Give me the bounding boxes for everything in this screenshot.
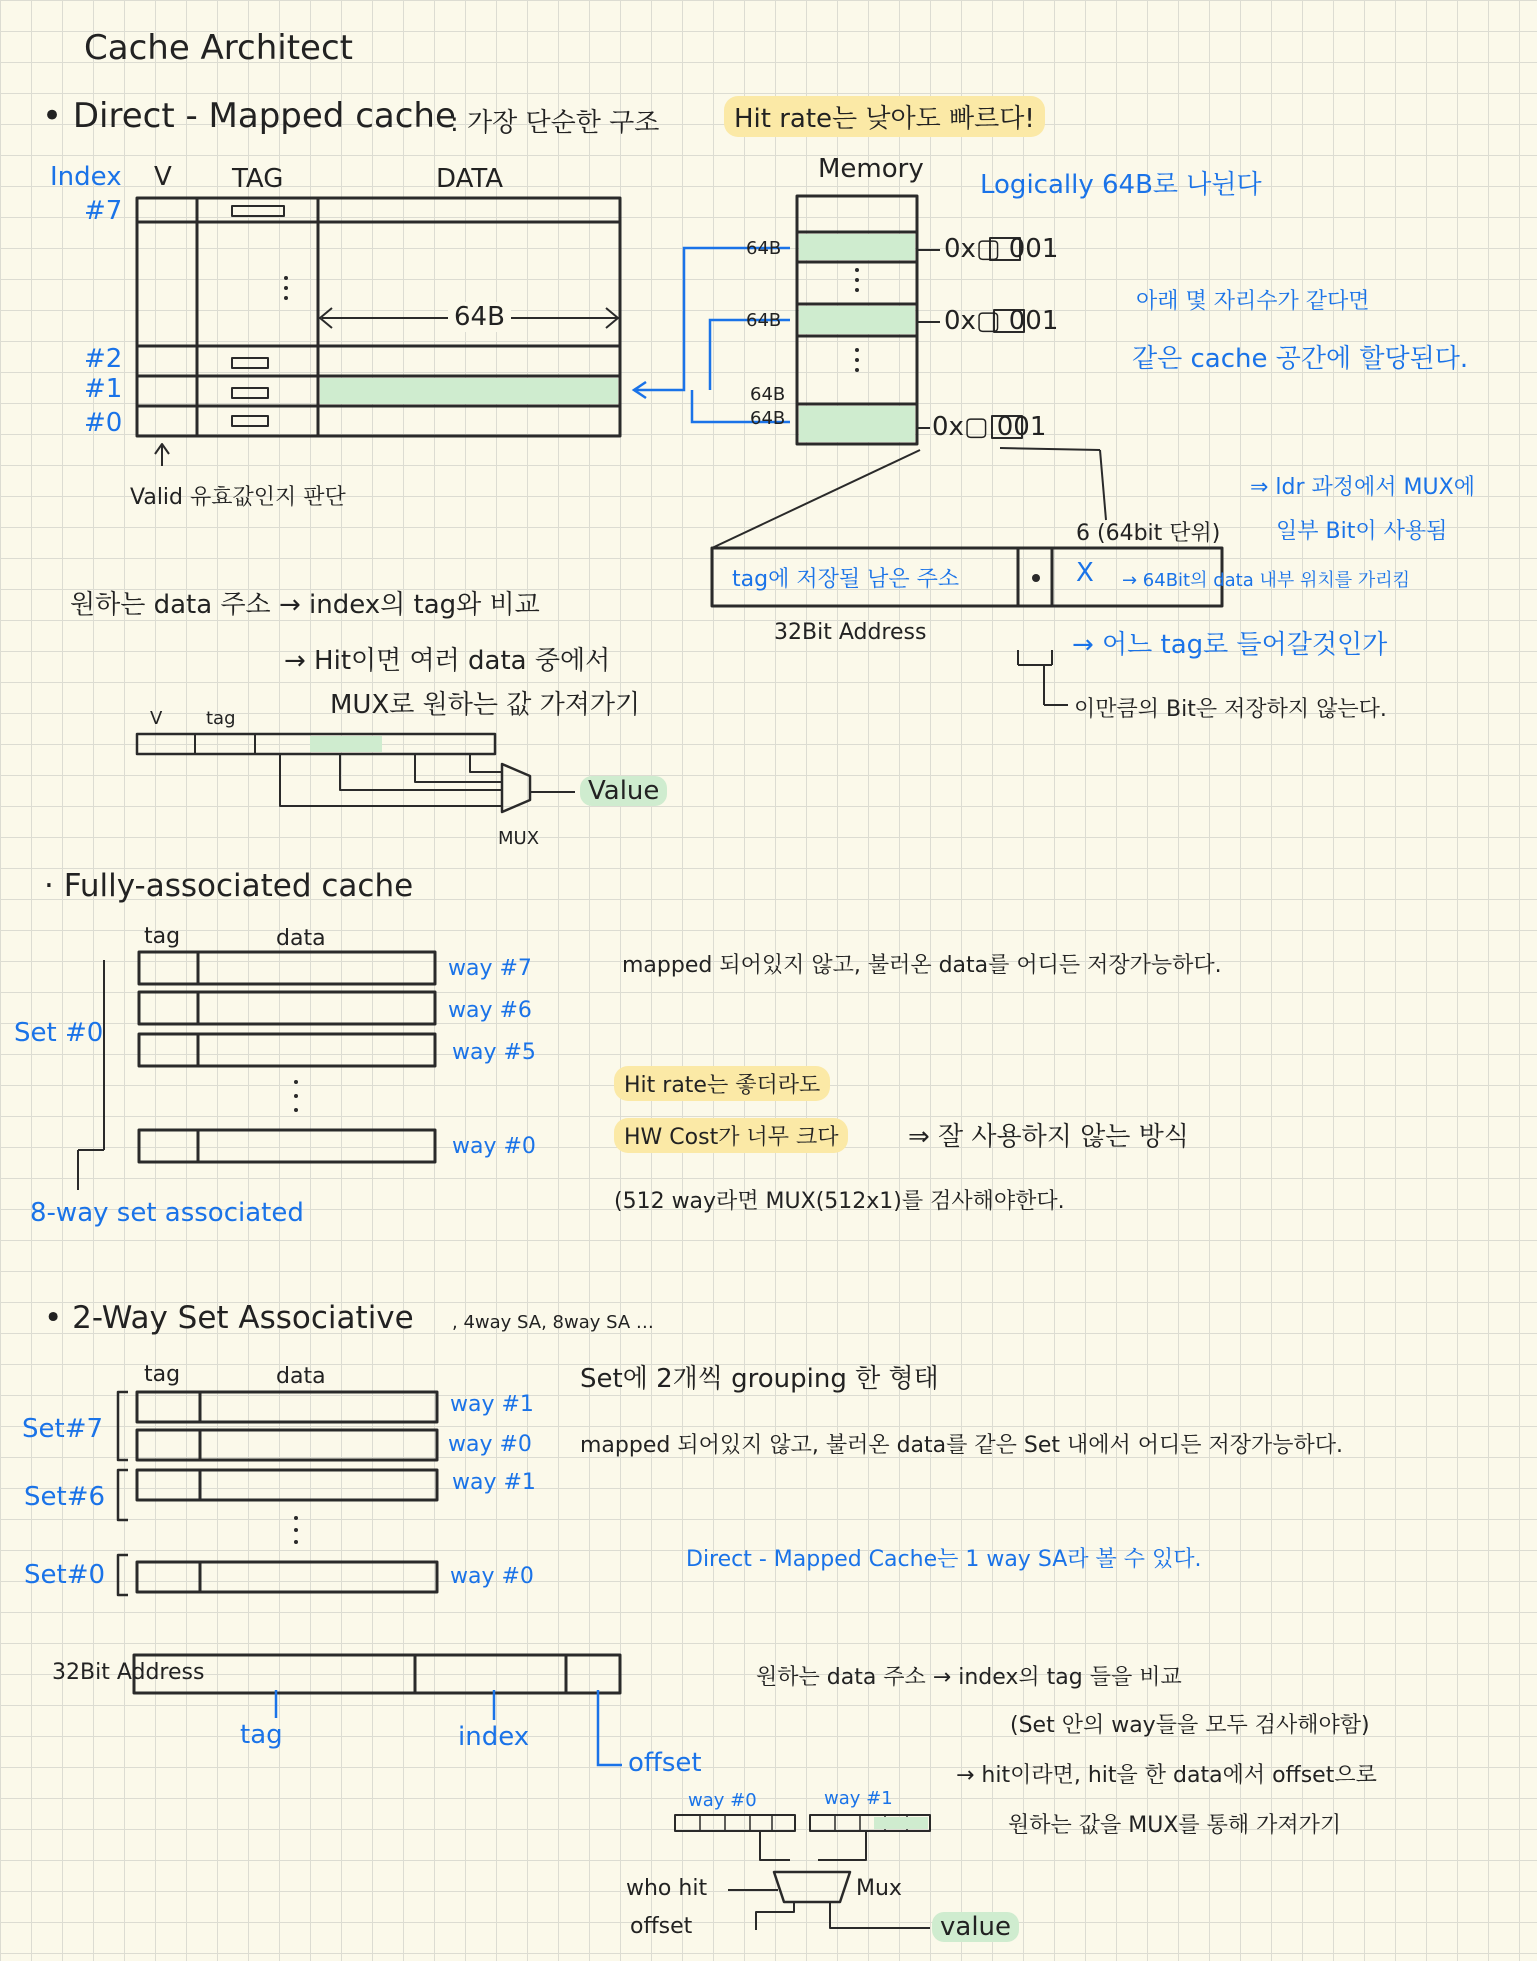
same-note-2: 같은 cache 공간에 할당된다.: [1132, 344, 1469, 374]
col-index: Index: [50, 162, 122, 192]
mux-note-1: ⇒ ldr 과정에서 MUX에: [1250, 475, 1475, 500]
dm-flow-2: → Hit이면 여러 data 중에서: [284, 646, 611, 676]
mux-tag-label: tag: [206, 708, 236, 729]
fully-mux512: (512 way라면 MUX(512x1)를 검사해야한다.: [614, 1189, 1065, 1214]
addr-flow-4: 원하는 값을 MUX를 통해 가져가기: [1008, 1813, 1342, 1838]
mux-note-2: 일부 Bit이 사용됨: [1276, 519, 1448, 544]
fully-hw: HW Cost가 너무 크다: [614, 1118, 848, 1153]
which-tag: → 어느 tag로 들어갈것인가: [1072, 630, 1388, 660]
dm-flow-1: 원하는 data 주소 → index의 tag와 비교: [70, 590, 540, 620]
twoway-col-tag: tag: [144, 1362, 181, 1387]
bottom-address-box: [134, 1655, 620, 1693]
twoway-desc-1: Set에 2개씩 grouping 한 형태: [580, 1364, 939, 1394]
direct-desc: : 가장 단순한 구조: [450, 108, 660, 138]
fully-set: Set #0: [14, 1018, 104, 1048]
fully-col-data: data: [276, 926, 326, 951]
mem-block-2: 64B: [746, 310, 782, 331]
twoway-sub: , 4way SA, 8way SA …: [452, 1312, 654, 1333]
mem-block-4: 64B: [750, 408, 786, 429]
col-data: DATA: [436, 164, 503, 194]
bottom-index: index: [458, 1722, 530, 1752]
fully-heading: · Fully-associated cache: [44, 868, 414, 904]
bottom-offset: offset: [628, 1748, 702, 1778]
address-tag-field: tag에 저장될 남은 주소: [732, 567, 960, 592]
dm-flow-3: MUX로 원하는 값 가져가기: [330, 690, 641, 720]
bottom-way-0: way #0: [688, 1790, 757, 1811]
same-note-1: 아래 몇 자리수가 같다면: [1136, 289, 1370, 314]
twoway-way-0a: way #0: [448, 1432, 532, 1457]
addr-flow-1: 원하는 data 주소 → index의 tag 들을 비교: [756, 1665, 1182, 1690]
bottom-value: value: [932, 1912, 1019, 1942]
twoway-col-data: data: [276, 1364, 326, 1389]
valid-note: Valid 유효값인지 판단: [130, 485, 346, 510]
fully-hw-tail: ⇒ 잘 사용하지 않는 방식: [908, 1122, 1189, 1152]
fully-way-6: way #6: [448, 998, 532, 1023]
twoway-desc-2: mapped 되어있지 않고, 불러온 data를 같은 Set 내에서 어디든 저장가능하다.: [580, 1433, 1343, 1458]
bottom-mux: Mux: [856, 1876, 902, 1901]
fully-col-tag: tag: [144, 924, 181, 949]
fully-way-5: way #5: [452, 1040, 536, 1065]
fully-way-0: way #0: [452, 1134, 536, 1159]
set-associated: 8-way set associated: [30, 1198, 304, 1228]
offset-input: offset: [630, 1914, 693, 1939]
mem-block-1: 64B: [746, 238, 782, 259]
col-tag: TAG: [232, 164, 284, 194]
direct-heading: • Direct - Mapped cache: [42, 96, 456, 136]
mem-block-3: 64B: [750, 384, 786, 405]
col-v: V: [154, 162, 172, 192]
x-desc: → 64Bit의 data 내부 위치를 가리킴: [1122, 570, 1411, 591]
dm-note: Direct - Mapped Cache는 1 way SA라 볼 수 있다.: [686, 1547, 1202, 1572]
twoway-way-0b: way #0: [450, 1564, 534, 1589]
row-1: #1: [84, 374, 123, 404]
who-hit: who hit: [626, 1876, 708, 1901]
mux-label: MUX: [498, 828, 540, 849]
row-0: #0: [84, 408, 123, 438]
address-label: 32Bit Address: [774, 620, 927, 645]
fully-way-7: way #7: [448, 956, 532, 981]
address-3: 0x▢ 001: [932, 412, 1047, 442]
twoway-heading: • 2-Way Set Associative: [44, 1300, 414, 1336]
fully-hit: Hit rate는 좋더라도: [614, 1066, 830, 1101]
page-title: Cache Architect: [84, 28, 353, 68]
twoway-way-1b: way #1: [452, 1470, 536, 1495]
address-x-field: X: [1076, 558, 1094, 588]
addr-flow-2: (Set 안의 way들을 모두 검사해야함): [1010, 1713, 1370, 1738]
not-stored: 이만큼의 Bit은 저장하지 않는다.: [1074, 697, 1387, 722]
direct-note: Hit rate는 낮아도 빠르다!: [724, 96, 1045, 137]
memory-label: Memory: [818, 154, 924, 184]
mux-v-label: V: [150, 708, 163, 729]
row-7: #7: [84, 196, 123, 226]
set-0: Set#0: [24, 1560, 106, 1590]
twoway-way-1a: way #1: [450, 1392, 534, 1417]
set-6: Set#6: [24, 1482, 106, 1512]
bottom-tag: tag: [240, 1720, 283, 1750]
set-7: Set#7: [22, 1414, 104, 1444]
bottom-way-1: way #1: [824, 1788, 893, 1809]
offset-bits: 6 (64bit 단위): [1076, 521, 1221, 546]
address-1: 0x▢ 001: [944, 234, 1059, 264]
addr-flow-3: → hit이라면, hit을 한 data에서 offset으로: [956, 1763, 1377, 1788]
logically-note: Logically 64B로 나뉜다: [980, 170, 1262, 200]
fully-desc: mapped 되어있지 않고, 불러온 data를 어디든 저장가능하다.: [622, 953, 1222, 978]
row-2: #2: [84, 344, 123, 374]
bottom-address-label: 32Bit Address: [52, 1660, 205, 1685]
address-2: 0x▢ 001: [944, 306, 1059, 336]
mux-value: Value: [580, 776, 667, 806]
width-64b: 64B: [448, 302, 511, 332]
